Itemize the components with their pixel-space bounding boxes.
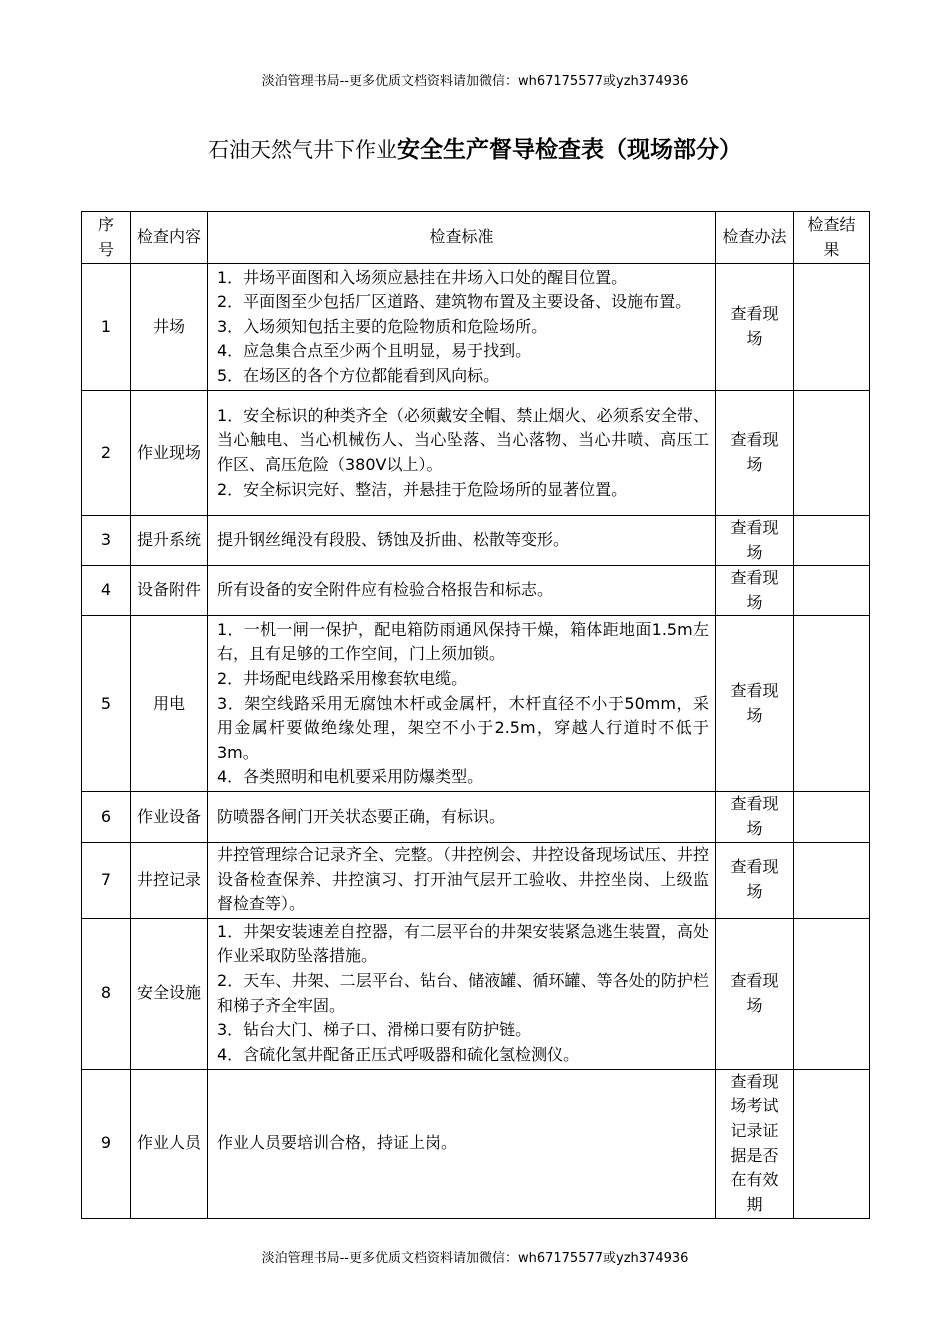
standard-item: 4．应急集合点至少两个且明显，易于找到。 [217, 341, 532, 361]
check-content: 作业人员 [131, 1069, 208, 1218]
table-header-row [82, 212, 870, 264]
check-result[interactable] [794, 792, 870, 842]
row-number: 9 [82, 1069, 131, 1218]
check-content: 提升系统 [131, 516, 208, 566]
check-content: 作业现场 [131, 391, 208, 516]
standard-item: 5．在场区的各个方位都能看到风向标。 [217, 365, 500, 385]
row-number: 6 [82, 792, 131, 842]
inspection-table [81, 211, 870, 1219]
standard-item: 2．天车、井架、二层平台、钻台、储液罐、循环罐、等各处的防护栏和梯子齐全牢固。 [217, 970, 709, 1015]
check-result[interactable] [794, 391, 870, 516]
col-header-no: 序号 [82, 212, 131, 264]
table-row [82, 391, 870, 516]
table-row [82, 918, 870, 1069]
check-method: 查看现场 [716, 516, 794, 566]
check-standard [208, 566, 716, 616]
check-method: 查看现场 [716, 264, 794, 391]
check-result[interactable] [794, 264, 870, 391]
standard-item: 3．入场须知包括主要的危险物质和危险场所。 [217, 316, 548, 336]
check-standard [208, 391, 716, 516]
check-standard [208, 616, 716, 792]
standard-item: 1．一机一闸一保护，配电箱防雨通风保持干燥，箱体距地面1.5m左右，且有足够的工作空间，门上须加锁。 [217, 619, 709, 664]
page-title [0, 131, 950, 164]
check-content: 井场 [131, 264, 208, 391]
standard-item: 1．井架安装速差自控器，有二层平台的井架安装紧急逃生装置，高处作业采取防坠落措施。 [217, 921, 709, 966]
standard-item: 4．含硫化氢井配备正压式呼吸器和硫化氢检测仪。 [217, 1044, 580, 1064]
col-header-result: 检查结果 [794, 212, 870, 264]
table-row [82, 1069, 870, 1218]
check-result[interactable] [794, 616, 870, 792]
check-method: 查看现场 [716, 918, 794, 1069]
check-method: 查看现场 [716, 842, 794, 918]
check-standard [208, 1069, 716, 1218]
standard-item: 所有设备的安全附件应有检验合格报告和标志。 [217, 580, 554, 600]
col-header-method: 检查办法 [716, 212, 794, 264]
check-standard [208, 264, 716, 391]
standard-item: 1．安全标识的种类齐全（必须戴安全帽、禁止烟火、必须系安全带、当心触电、当心机械伤人、当心坠落、当心落物、当心井喷、高压工作区、高压危险（380V以上）。 [217, 405, 709, 474]
check-standard [208, 792, 716, 842]
check-result[interactable] [794, 842, 870, 918]
check-method: 查看现场 [716, 391, 794, 516]
table-row [82, 566, 870, 616]
check-content: 设备附件 [131, 566, 208, 616]
row-number: 8 [82, 918, 131, 1069]
standard-item: 井控管理综合记录齐全、完整。（井控例会、井控设备现场试压、井控设备检查保养、井控演习、打开油气层开工验收、井控坐岗、上级监督检查等）。 [217, 845, 709, 914]
check-result[interactable] [794, 516, 870, 566]
standard-item: 作业人员要培训合格，持证上岗。 [217, 1133, 458, 1153]
standard-item: 2．安全标识完好、整洁，并悬挂于危险场所的显著位置。 [217, 479, 628, 499]
standard-item: 2．平面图至少包括厂区道路、建筑物布置及主要设备、设施布置。 [217, 292, 692, 312]
title-main: 安全生产督导检查表（现场部分） [397, 137, 742, 163]
row-number: 2 [82, 391, 131, 516]
row-number: 3 [82, 516, 131, 566]
check-method: 查看现场 [716, 616, 794, 792]
check-method: 查看现场考试记录证据是否在有效期 [716, 1069, 794, 1218]
standard-item: 2．井场配电线路采用橡套软电缆。 [217, 668, 468, 688]
table-row [82, 842, 870, 918]
row-number: 7 [82, 842, 131, 918]
check-method: 查看现场 [716, 792, 794, 842]
footer-note: 淡泊管理书局--更多优质文档资料请加微信：wh67175577或yzh374936 [261, 1251, 689, 1266]
col-header-content: 检查内容 [131, 212, 208, 264]
title-prefix: 石油天然气井下作业 [208, 138, 397, 162]
check-standard [208, 842, 716, 918]
row-number: 5 [82, 616, 131, 792]
check-content: 作业设备 [131, 792, 208, 842]
standard-item: 防喷器各闸门开关状态要正确，有标识。 [217, 806, 506, 826]
table-row [82, 516, 870, 566]
check-result[interactable] [794, 918, 870, 1069]
row-number: 4 [82, 566, 131, 616]
check-content: 用电 [131, 616, 208, 792]
standard-item: 1．井场平面图和入场须应悬挂在井场入口处的醒目位置。 [217, 267, 628, 287]
table-row [82, 264, 870, 391]
check-standard [208, 918, 716, 1069]
table-row [82, 616, 870, 792]
check-method: 查看现场 [716, 566, 794, 616]
table-row [82, 792, 870, 842]
check-content: 安全设施 [131, 918, 208, 1069]
check-result[interactable] [794, 1069, 870, 1218]
check-content: 井控记录 [131, 842, 208, 918]
standard-item: 3．钻台大门、梯子口、滑梯口要有防护链。 [217, 1020, 532, 1040]
check-result[interactable] [794, 566, 870, 616]
standard-item: 3．架空线路采用无腐蚀木杆或金属杆，木杆直径不小于50mm，采用金属杆要做绝缘处理，架空不小于2.5m，穿越人行道时不低于3m。 [217, 693, 709, 762]
header-note: 淡泊管理书局--更多优质文档资料请加微信：wh67175577或yzh374936 [261, 74, 689, 89]
standard-item: 4．各类照明和电机要采用防爆类型。 [217, 767, 484, 787]
row-number: 1 [82, 264, 131, 391]
standard-item: 提升钢丝绳没有段股、锈蚀及折曲、松散等变形。 [217, 530, 570, 550]
col-header-standard: 检查标准 [208, 212, 716, 264]
check-standard [208, 516, 716, 566]
